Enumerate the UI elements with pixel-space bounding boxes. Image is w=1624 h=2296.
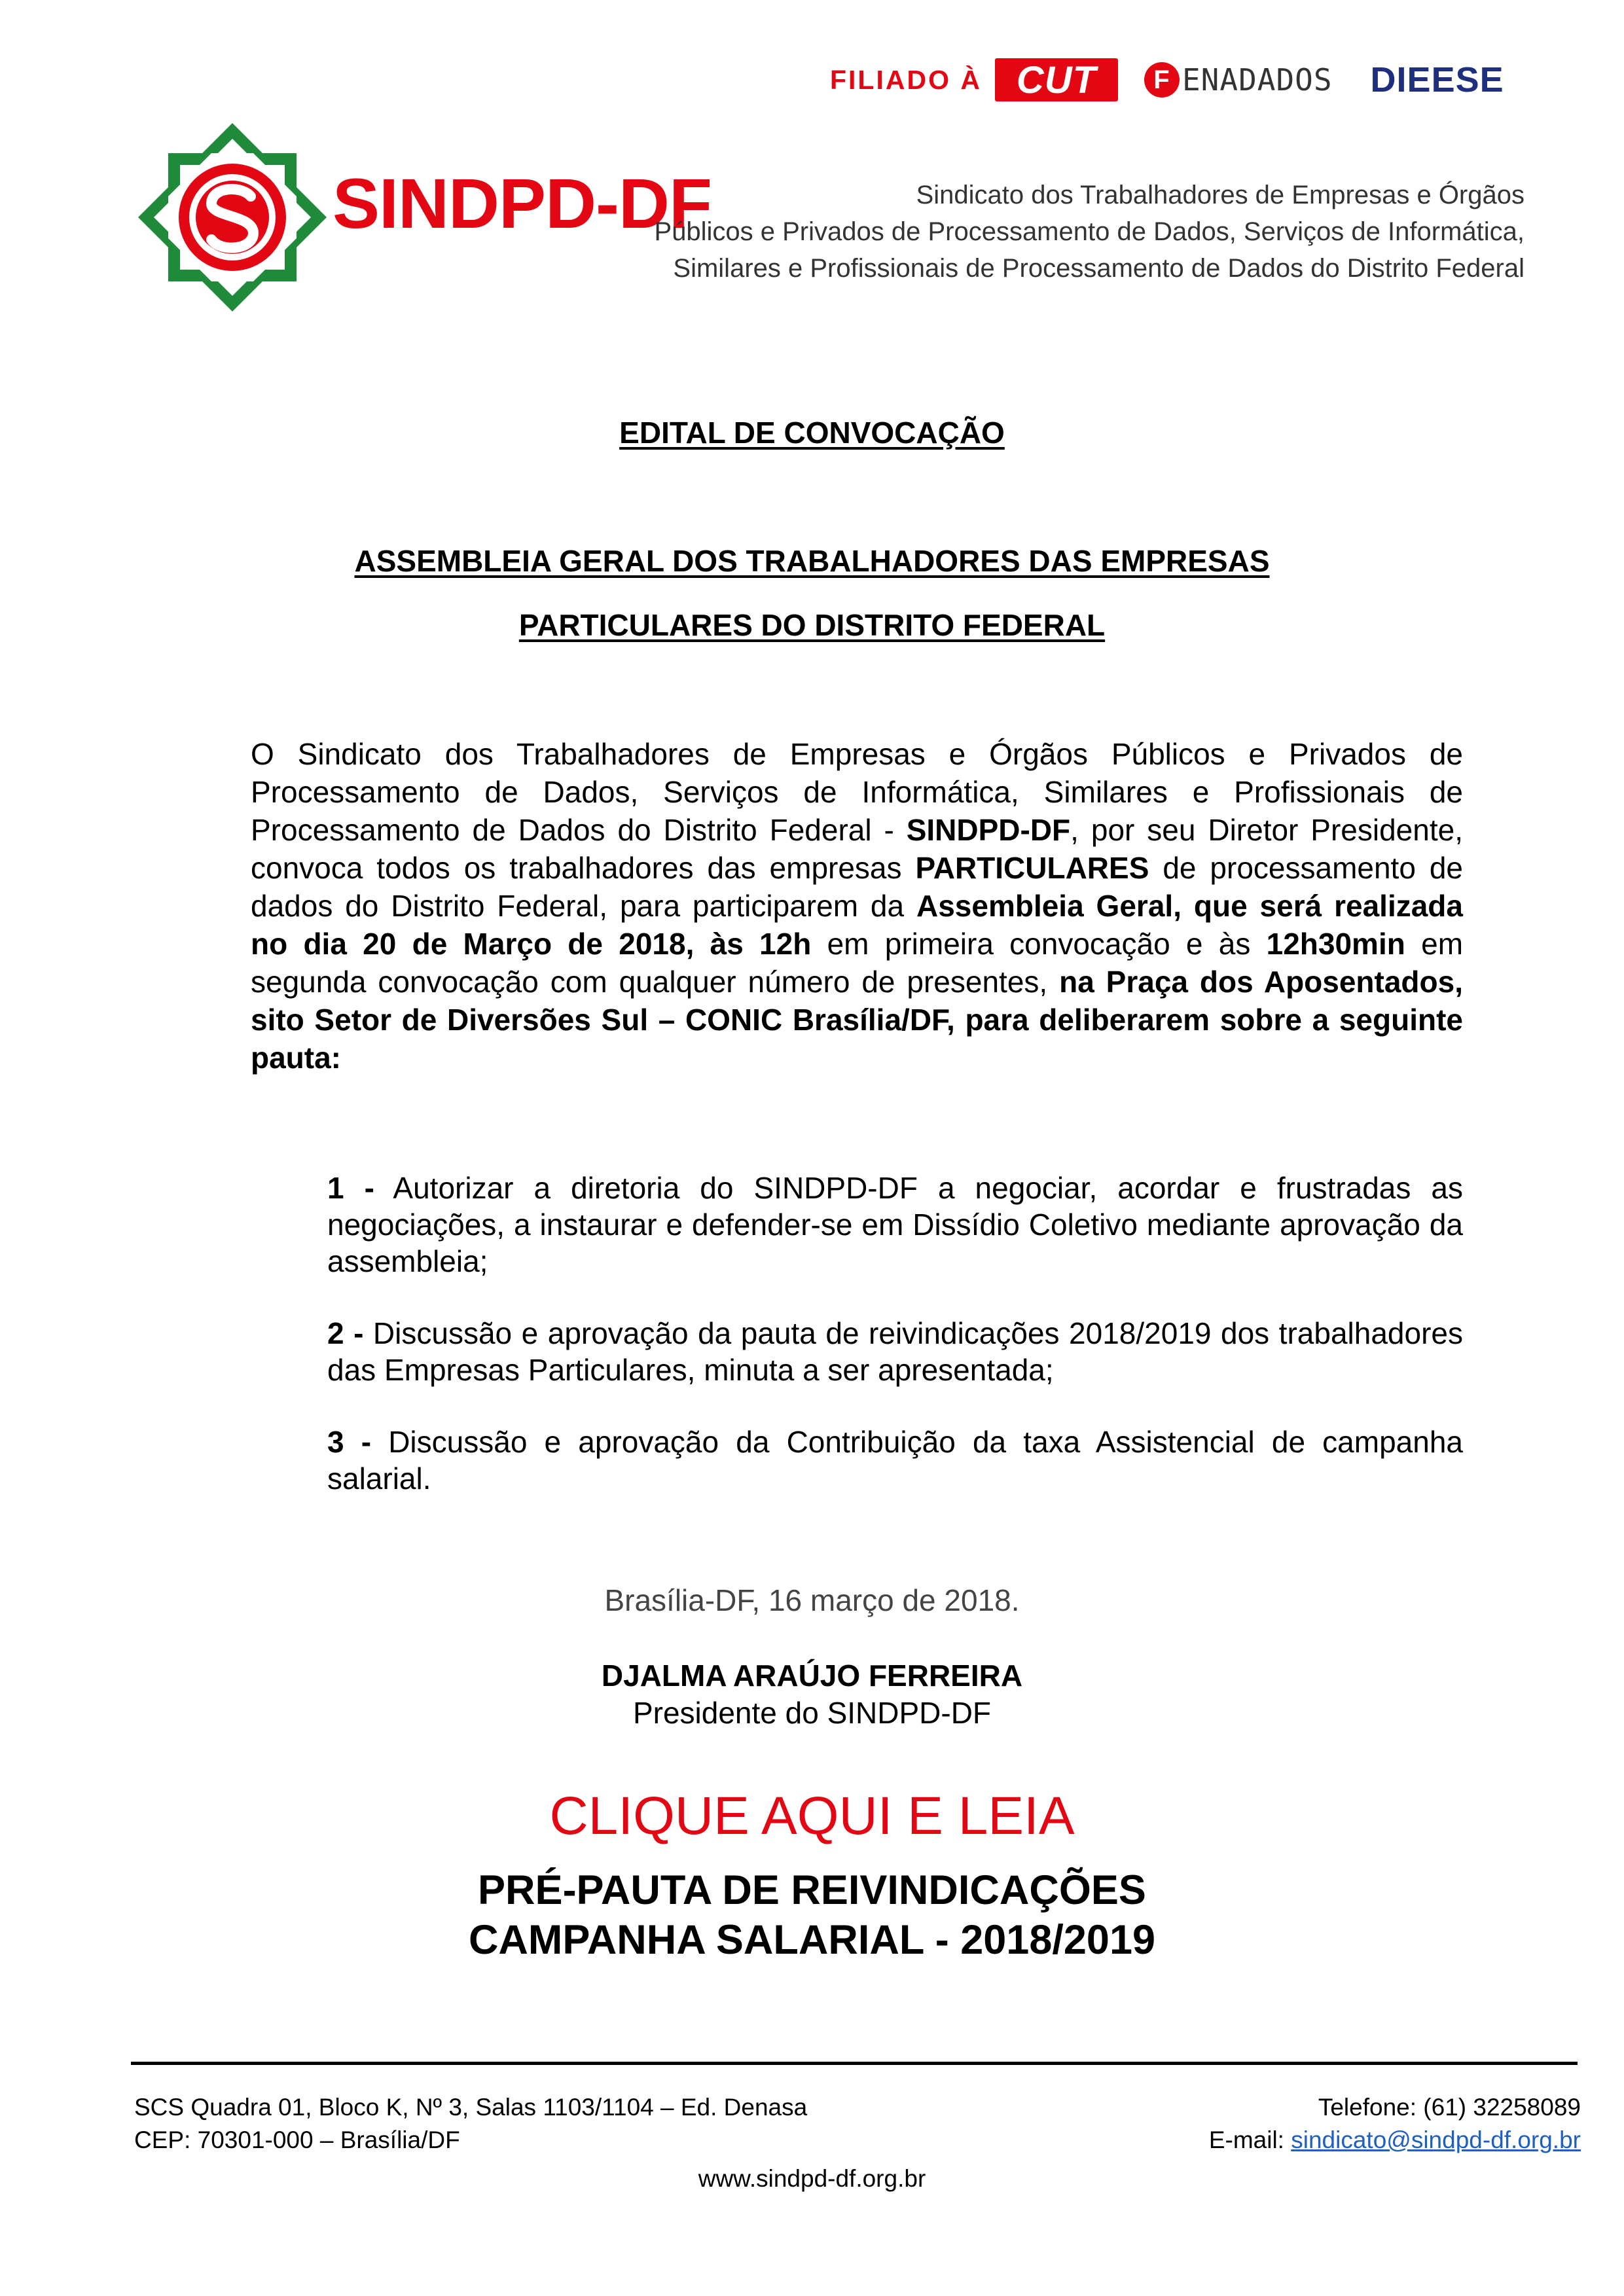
affiliated-label: FILIADO À: [830, 64, 982, 95]
footer-address: SCS Quadra 01, Bloco K, Nº 3, Salas 1103/1104 – Ed. Denasa: [134, 2094, 808, 2121]
signature-date: Brasília-DF, 16 março de 2018.: [604, 1583, 1020, 1617]
signer-name: DJALMA ARAÚJO FERREIRA: [601, 1659, 1023, 1693]
assembly-title-line1: ASSEMBLEIA GERAL DOS TRABALHADORES DAS EMPRESAS: [354, 544, 1270, 578]
convocation-paragraph: O Sindicato dos Trabalhadores de Empresas e Órgãos Públicos e Privados de Processamento de Dados, Serviços de Informática, Similares e Profissionais de Processamento de Dados do Distrito Federal - SINDPD-DF, por seu Diretor Presidente, convoca todos os trabalhadores das empresas PARTICULARES de processamento de dados do Distrito Federal, para participarem da Assembleia Geral, que será realizada no dia 20 de Março de 2018, às 12h em primeira convocação e às 12h30min em segunda convocação com qualquer número de presentes, na Praça dos Aposentados, sito Setor de Diversões Sul – CONIC Brasília/DF, para deliberarem sobre a seguinte pauta:: [251, 737, 1464, 1075]
org-desc-line: Sindicato dos Trabalhadores de Empresas e Órgãos: [916, 181, 1525, 209]
sindpd-logo-text: SINDPD-DF: [333, 164, 712, 243]
organization-description: [654, 177, 1525, 287]
pre-agenda-title-line1[interactable]: PRÉ-PAUTA DE REIVINDICAÇÕES: [478, 1867, 1146, 1913]
agenda-list: [327, 1170, 1463, 1532]
footer-divider: [131, 2062, 1578, 2065]
affiliations-bar: [830, 54, 1557, 106]
fenadados-logo: F ENADADOS: [1144, 62, 1333, 98]
edital-title: EDITAL DE CONVOCAÇÃO: [619, 416, 1005, 450]
assembly-title-line2: PARTICULARES DO DISTRITO FEDERAL: [518, 608, 1106, 642]
signer-role: Presidente do SINDPD-DF: [632, 1696, 992, 1730]
agenda-item: 3 - Discussão e aprovação da Contribuição da taxa Assistencial de campanha salarial.: [327, 1425, 1463, 1496]
org-desc-line: Similares e Profissionais de Processamento de Dados do Distrito Federal: [673, 254, 1525, 283]
agenda-item: 1 - Autorizar a diretoria do SINDPD-DF a negociar, acordar e frustradas as negociações, a instaurar e defender-se em Dissídio Coletivo mediante aprovação da assembleia;: [327, 1171, 1463, 1278]
cut-logo: CUT: [995, 58, 1118, 101]
read-here-link[interactable]: CLIQUE AQUI E LEIA: [549, 1786, 1075, 1846]
org-desc-line: Públicos e Privados de Processamento de Dados, Serviços de Informática,: [654, 217, 1525, 246]
dieese-logo: DIEESE: [1370, 60, 1504, 99]
footer-website[interactable]: www.sindpd-df.org.br: [698, 2165, 926, 2192]
footer-cep: CEP: 70301-000 – Brasília/DF: [134, 2126, 460, 2153]
email-link[interactable]: sindicato@sindpd-df.org.br: [1291, 2126, 1581, 2153]
fenadados-emblem: F: [1144, 62, 1180, 98]
footer-email: E-mail: sindicato@sindpd-df.org.br: [1208, 2126, 1581, 2153]
pre-agenda-title-line2[interactable]: CAMPANHA SALARIAL - 2018/2019: [468, 1917, 1156, 1963]
sindpd-emblem-icon: [134, 119, 331, 315]
agenda-item: 2 - Discussão e aprovação da pauta de reivindicações 2018/2019 dos trabalhadores das Empresas Particulares, minuta a ser apresentada;: [327, 1316, 1463, 1387]
footer-phone: Telefone: (61) 32258089: [1318, 2094, 1581, 2121]
